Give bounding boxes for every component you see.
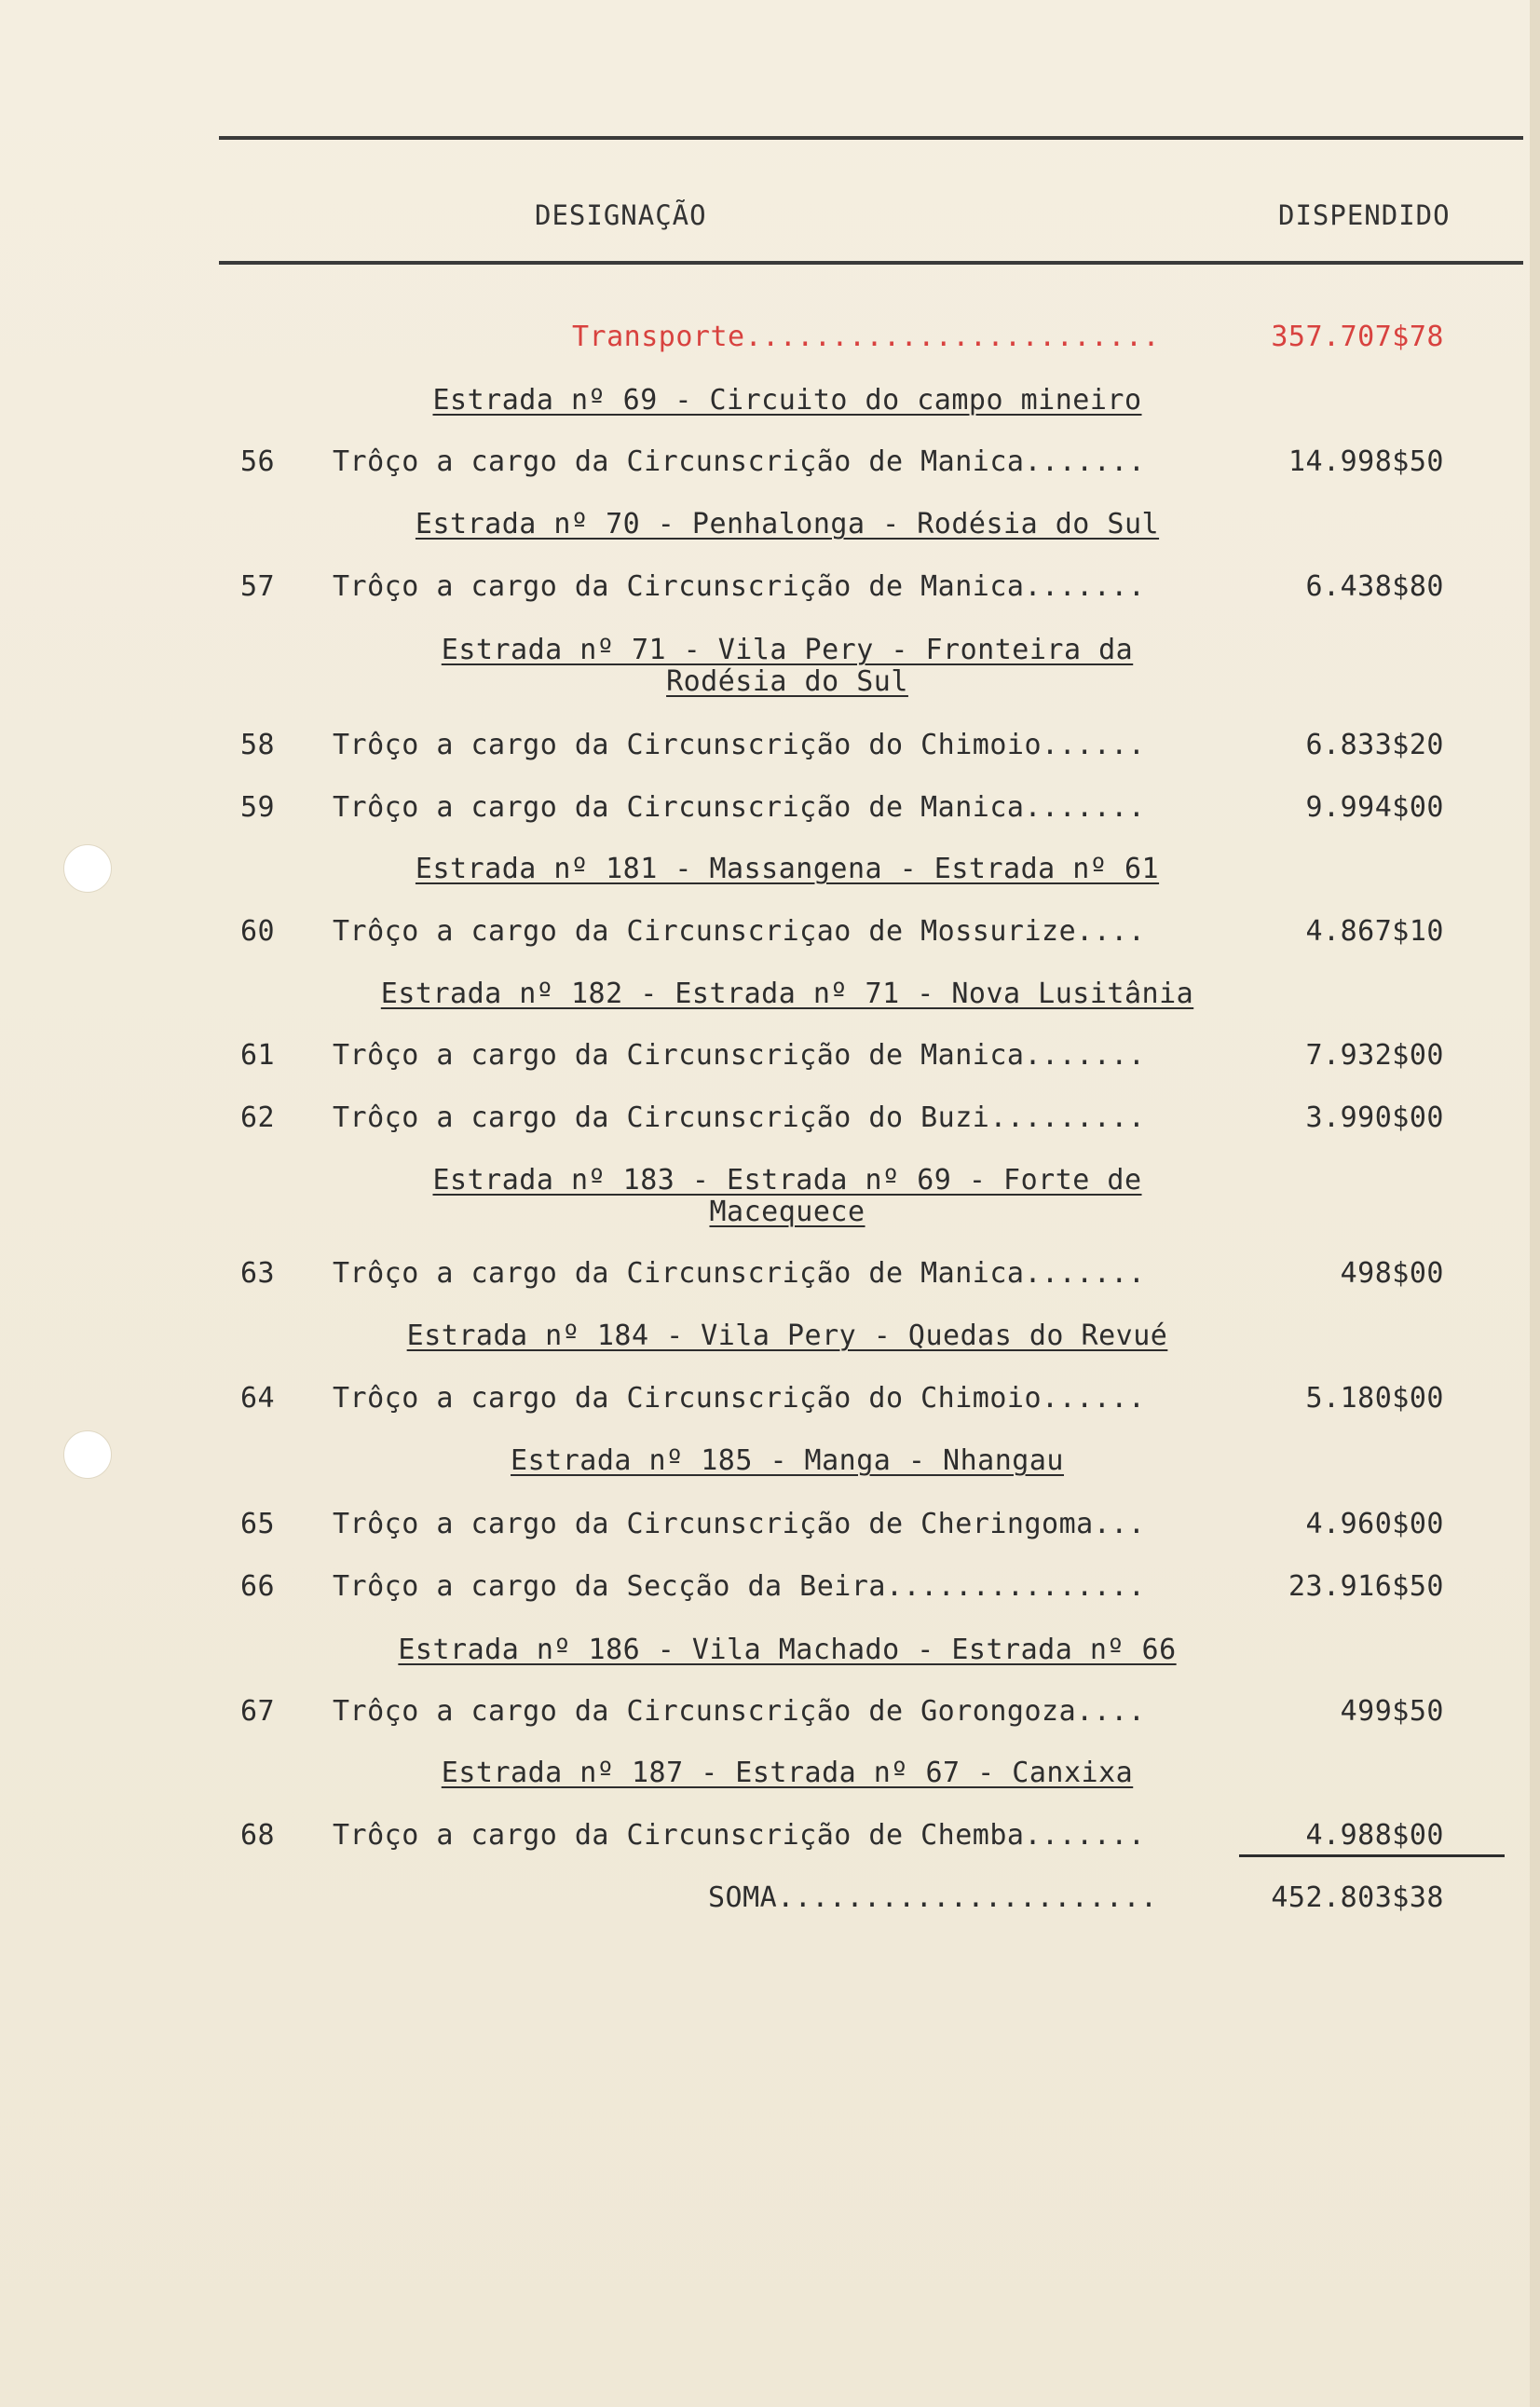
- header-bottom-rule: [219, 261, 1523, 265]
- transport-amount: 357.707$78: [1271, 321, 1444, 353]
- item-amount: 4.960$00: [1305, 1508, 1444, 1540]
- item-number: 60: [240, 915, 276, 948]
- punch-hole-top: [63, 844, 112, 893]
- item-number: 67: [240, 1695, 276, 1728]
- punch-hole-bottom: [63, 1430, 112, 1479]
- road-heading-70: Estrada nº 70 - Penhalonga - Rodésia do Sul: [415, 508, 1160, 540]
- item-description: Trôço a cargo da Circunscrição de Chemba.......: [333, 1819, 1146, 1852]
- item-description: Trôço a cargo da Circunscrição de Gorongoza....: [333, 1695, 1146, 1728]
- designation-header: DESIGNAÇÃO: [535, 199, 707, 231]
- sum-rule: [1239, 1854, 1505, 1857]
- item-description: Trôço a cargo da Secção da Beira...............: [333, 1570, 1146, 1603]
- item-amount: 6.833$20: [1305, 729, 1444, 761]
- item-number: 59: [240, 791, 276, 824]
- spent-header: DISPENDIDO: [1278, 199, 1451, 231]
- road-heading-184: Estrada nº 184 - Vila Pery - Quedas do Revué: [406, 1320, 1168, 1352]
- item-number: 63: [240, 1257, 276, 1290]
- item-number: 61: [240, 1039, 276, 1072]
- header-top-rule: [219, 136, 1523, 140]
- item-description: Trôço a cargo da Circunscriçao de Mossurize....: [333, 915, 1146, 948]
- item-amount: 7.932$00: [1305, 1039, 1444, 1072]
- item-number: 57: [240, 570, 276, 603]
- road-heading-186: Estrada nº 186 - Vila Machado - Estrada nº 66: [398, 1634, 1177, 1666]
- item-amount: 498$00: [1340, 1257, 1444, 1290]
- item-number: 65: [240, 1508, 276, 1540]
- item-number: 56: [240, 445, 276, 478]
- item-amount: 9.994$00: [1305, 791, 1444, 824]
- road-heading-69: Estrada nº 69 - Circuito do campo mineiro: [432, 384, 1142, 417]
- item-description: Trôço a cargo da Circunscrição de Manica.......: [333, 445, 1146, 478]
- road-heading-71-continued: Rodésia do Sul: [666, 665, 908, 698]
- item-number: 68: [240, 1819, 276, 1852]
- item-number: 58: [240, 729, 276, 761]
- item-amount: 4.988$00: [1305, 1819, 1444, 1852]
- item-description: Trôço a cargo da Circunscrição de Cheringoma...: [333, 1508, 1146, 1540]
- transport-label: Transporte........................: [572, 321, 1161, 353]
- item-description: Trôço a cargo da Circunscrição de Manica.......: [333, 1039, 1146, 1072]
- road-heading-182: Estrada nº 182 - Estrada nº 71 - Nova Lusitânia: [380, 978, 1194, 1010]
- item-amount: 14.998$50: [1288, 445, 1444, 478]
- item-description: Trôço a cargo da Circunscrição do Buzi.........: [333, 1101, 1146, 1134]
- item-description: Trôço a cargo da Circunscrição de Manica.......: [333, 570, 1146, 603]
- item-amount: 3.990$00: [1305, 1101, 1444, 1134]
- page-edge: [1530, 0, 1540, 2407]
- item-number: 66: [240, 1570, 276, 1603]
- total-label: SOMA......................: [708, 1881, 1158, 1914]
- item-description: Trôço a cargo da Circunscrição do Chimoio......: [333, 1382, 1146, 1415]
- item-description: Trôço a cargo da Circunscrição de Manica.......: [333, 791, 1146, 824]
- item-description: Trôço a cargo da Circunscrição de Manica.......: [333, 1257, 1146, 1290]
- item-amount: 499$50: [1340, 1695, 1444, 1728]
- item-amount: 5.180$00: [1305, 1382, 1444, 1415]
- item-description: Trôço a cargo da Circunscrição do Chimoio......: [333, 729, 1146, 761]
- item-amount: 23.916$50: [1288, 1570, 1444, 1603]
- item-number: 64: [240, 1382, 276, 1415]
- road-heading-181: Estrada nº 181 - Massangena - Estrada nº 61: [415, 853, 1160, 885]
- item-amount: 4.867$10: [1305, 915, 1444, 948]
- road-heading-71: Estrada nº 71 - Vila Pery - Fronteira da: [441, 634, 1134, 666]
- item-amount: 6.438$80: [1305, 570, 1444, 603]
- total-amount: 452.803$38: [1271, 1881, 1444, 1914]
- road-heading-183-continued: Macequece: [709, 1196, 865, 1228]
- item-number: 62: [240, 1101, 276, 1134]
- road-heading-187: Estrada nº 187 - Estrada nº 67 - Canxixa: [441, 1757, 1134, 1789]
- road-heading-185: Estrada nº 185 - Manga - Nhangau: [511, 1444, 1064, 1477]
- road-heading-183: Estrada nº 183 - Estrada nº 69 - Forte de: [432, 1164, 1142, 1197]
